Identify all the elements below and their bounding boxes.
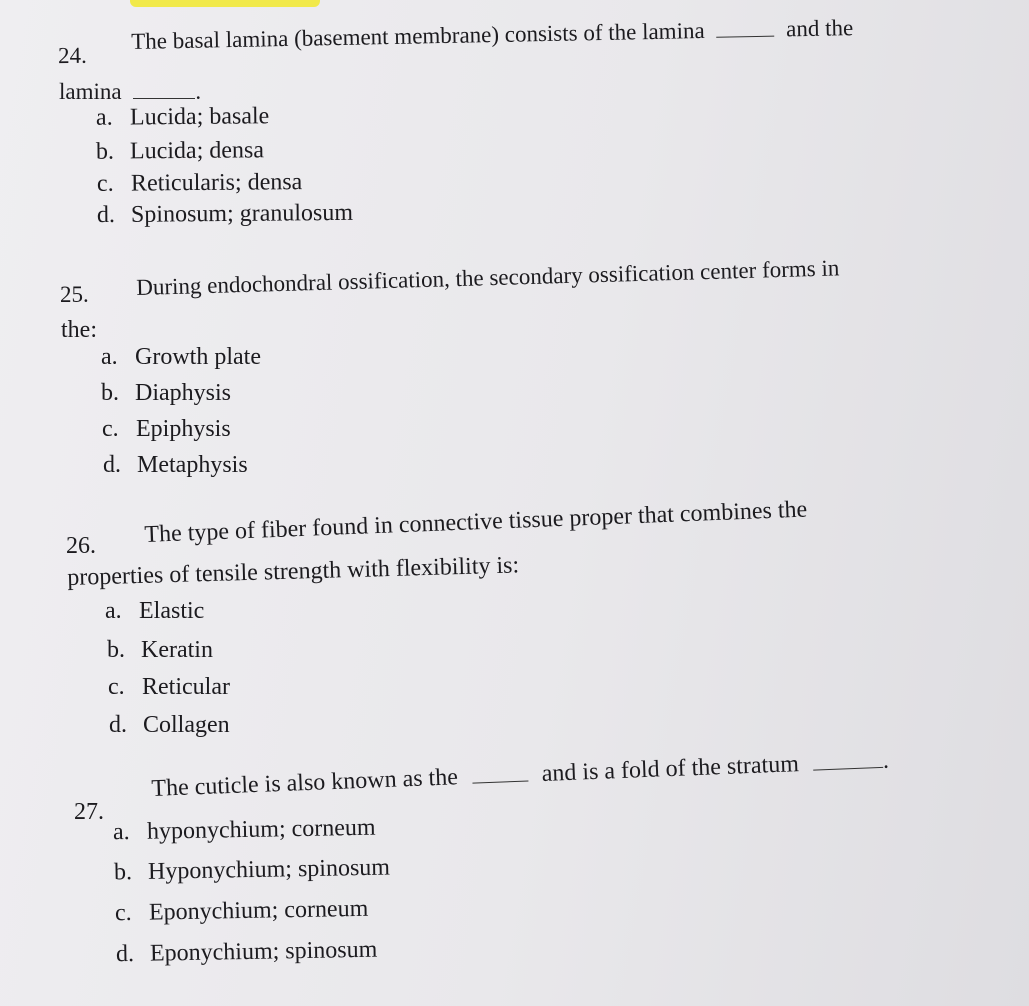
option-letter: d. [109, 712, 127, 738]
option-text: Collagen [143, 712, 230, 738]
question-26-stem-line2: properties of tensile strength with flexibility is: [66, 552, 520, 591]
option-letter: c. [108, 674, 125, 700]
question-27-period: . [882, 747, 890, 774]
question-26-number: 26. [66, 533, 96, 559]
question-24-stem-part1: The basal lamina (basement membrane) consists of the lamina [130, 17, 705, 54]
option-25d[interactable] [103, 452, 248, 479]
question-25-stem-line2: the: [61, 317, 97, 343]
question-24-stem-part2: and the [785, 15, 854, 42]
highlighter-mark [130, 0, 320, 7]
answer-blank[interactable] [133, 96, 195, 99]
option-27b[interactable] [114, 855, 390, 887]
question-24-period: . [195, 79, 202, 104]
question-27-stem-part2: and is a fold of the stratum [541, 751, 800, 787]
question-27-number: 27. [74, 799, 104, 825]
option-24c[interactable] [97, 169, 303, 198]
option-text: Growth plate [135, 344, 261, 370]
option-27a[interactable] [113, 815, 376, 847]
option-26c[interactable] [108, 674, 230, 701]
option-letter: d. [96, 201, 116, 229]
option-26b[interactable] [107, 637, 213, 664]
option-letter: b. [95, 138, 115, 165]
option-letter: d. [115, 940, 135, 968]
option-text: Keratin [141, 637, 213, 663]
option-25b[interactable] [101, 380, 231, 407]
option-24b[interactable] [96, 137, 264, 165]
question-25-number: 25. [60, 282, 89, 307]
option-25c[interactable] [102, 416, 231, 443]
option-letter: b. [113, 859, 133, 886]
option-text: Reticularis; densa [130, 169, 303, 197]
option-text: Hyponychium; spinosum [147, 854, 391, 885]
answer-blank[interactable] [472, 779, 528, 784]
option-27d[interactable] [116, 937, 378, 969]
question-27-stem-part1: The cuticle is also known as the [150, 764, 459, 802]
option-letter: b. [101, 380, 119, 406]
option-26d[interactable] [109, 712, 230, 739]
option-letter: a. [105, 598, 122, 624]
question-26-stem: The type of fiber found in connective tissue proper that combines the [143, 496, 808, 548]
option-letter: a. [101, 344, 118, 370]
option-letter: c. [102, 416, 119, 442]
option-letter: b. [107, 637, 125, 663]
option-letter: c. [96, 170, 114, 197]
option-text: Epiphysis [136, 416, 231, 442]
option-25a[interactable] [101, 344, 261, 371]
option-text: Reticular [142, 674, 230, 700]
option-text: hyponychium; corneum [146, 814, 376, 845]
option-text: Elastic [139, 598, 205, 624]
answer-blank[interactable] [716, 34, 774, 38]
option-letter: a. [95, 104, 113, 131]
question-24-line2-text: lamina [59, 79, 122, 104]
option-text: Lucida; basale [129, 103, 270, 131]
option-24d[interactable] [97, 200, 353, 229]
option-text: Spinosum; granulosum [130, 199, 354, 228]
option-letter: d. [103, 452, 121, 478]
question-24-stem-line2 [59, 80, 201, 103]
question-25-stem: During endochondral ossification, the secondary ossification center forms in [135, 255, 840, 300]
option-text: Diaphysis [135, 380, 231, 406]
option-letter: a. [112, 819, 130, 846]
option-text: Eponychium; corneum [148, 895, 369, 926]
option-letter: c. [114, 899, 132, 927]
option-text: Eponychium; spinosum [149, 936, 378, 967]
option-24a[interactable] [96, 103, 269, 132]
answer-blank[interactable] [813, 765, 883, 771]
option-text: Lucida; densa [129, 137, 265, 165]
option-27c[interactable] [115, 896, 369, 927]
question-24-number: 24. [57, 42, 87, 69]
option-26a[interactable] [105, 598, 204, 625]
option-text: Metaphysis [137, 452, 248, 478]
